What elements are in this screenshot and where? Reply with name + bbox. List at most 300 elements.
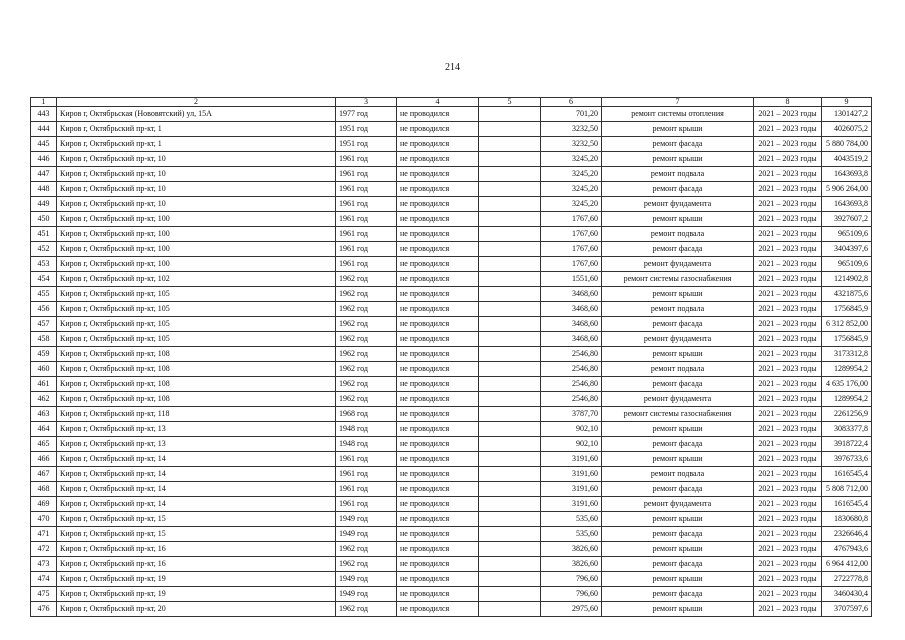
area-cell: 796,60 [541,572,602,587]
build-year-cell: 1962 год [336,302,397,317]
build-year-cell: 1961 год [336,497,397,512]
address-cell: Киров г, Октябрьский пр-кт, 13 [57,422,336,437]
address-cell: Киров г, Октябрьская (Нововятский) ул, 15А [57,107,336,122]
row-index: 444 [31,122,57,137]
overhaul-status-cell: не проводился [397,167,479,182]
work-type-cell: ремонт крыши [602,287,754,302]
table-row [31,512,872,527]
table-row [31,137,872,152]
col5-cell [479,452,541,467]
area-cell: 1767,60 [541,212,602,227]
area-cell: 3245,20 [541,167,602,182]
period-cell: 2021 – 2023 годы [754,482,822,497]
work-type-cell: ремонт подвала [602,167,754,182]
work-type-cell: ремонт крыши [602,542,754,557]
work-type-cell: ремонт крыши [602,122,754,137]
col5-cell [479,167,541,182]
row-index: 471 [31,527,57,542]
period-cell: 2021 – 2023 годы [754,197,822,212]
table-row [31,272,872,287]
overhaul-status-cell: не проводился [397,497,479,512]
row-index: 447 [31,167,57,182]
address-cell: Киров г, Октябрьский пр-кт, 10 [57,182,336,197]
work-type-cell: ремонт фасада [602,137,754,152]
row-index: 461 [31,377,57,392]
table-row [31,497,872,512]
overhaul-status-cell: не проводился [397,527,479,542]
period-cell: 2021 – 2023 годы [754,287,822,302]
work-type-cell: ремонт фасада [602,377,754,392]
work-type-cell: ремонт системы отопления [602,107,754,122]
work-type-cell: ремонт системы газоснабжения [602,407,754,422]
cost-cell: 4767943,6 [822,542,872,557]
area-cell: 902,10 [541,437,602,452]
cost-cell: 4321875,6 [822,287,872,302]
address-cell: Киров г, Октябрьский пр-кт, 19 [57,572,336,587]
table-row [31,257,872,272]
period-cell: 2021 – 2023 годы [754,212,822,227]
cost-cell: 4 635 176,00 [822,377,872,392]
build-year-cell: 1968 год [336,407,397,422]
work-type-cell: ремонт фасада [602,527,754,542]
work-type-cell: ремонт фундамента [602,497,754,512]
area-cell: 701,20 [541,107,602,122]
table-row [31,437,872,452]
cost-cell: 1643693,8 [822,167,872,182]
period-cell: 2021 – 2023 годы [754,527,822,542]
table-row [31,452,872,467]
cost-cell: 3404397,6 [822,242,872,257]
area-cell: 535,60 [541,512,602,527]
row-index: 467 [31,467,57,482]
table-body [31,107,872,617]
col5-cell [479,527,541,542]
area-cell: 3191,60 [541,467,602,482]
period-cell: 2021 – 2023 годы [754,347,822,362]
period-cell: 2021 – 2023 годы [754,152,822,167]
address-cell: Киров г, Октябрьский пр-кт, 100 [57,242,336,257]
area-cell: 3191,60 [541,452,602,467]
table-row [31,227,872,242]
address-cell: Киров г, Октябрьский пр-кт, 14 [57,497,336,512]
period-cell: 2021 – 2023 годы [754,572,822,587]
col5-cell [479,317,541,332]
address-cell: Киров г, Октябрьский пр-кт, 13 [57,437,336,452]
table-row [31,377,872,392]
cost-cell: 1616545,4 [822,497,872,512]
cost-cell: 3927607,2 [822,212,872,227]
work-type-cell: ремонт фасада [602,242,754,257]
table-row [31,572,872,587]
work-type-cell: ремонт крыши [602,572,754,587]
area-cell: 1767,60 [541,242,602,257]
work-type-cell: ремонт подвала [602,227,754,242]
period-cell: 2021 – 2023 годы [754,452,822,467]
col5-cell [479,512,541,527]
overhaul-status-cell: не проводился [397,572,479,587]
row-index: 465 [31,437,57,452]
work-type-cell: ремонт фундамента [602,197,754,212]
row-index: 452 [31,242,57,257]
table-row [31,122,872,137]
build-year-cell: 1951 год [336,137,397,152]
overhaul-status-cell: не проводился [397,542,479,557]
cost-cell: 1289954,2 [822,362,872,377]
overhaul-status-cell: не проводился [397,452,479,467]
area-cell: 2546,80 [541,347,602,362]
address-cell: Киров г, Октябрьский пр-кт, 16 [57,542,336,557]
overhaul-status-cell: не проводился [397,422,479,437]
overhaul-status-cell: не проводился [397,272,479,287]
overhaul-status-cell: не проводился [397,197,479,212]
work-type-cell: ремонт крыши [602,422,754,437]
period-cell: 2021 – 2023 годы [754,557,822,572]
area-cell: 535,60 [541,527,602,542]
table-row [31,332,872,347]
row-index: 466 [31,452,57,467]
col5-cell [479,587,541,602]
row-index: 454 [31,272,57,287]
area-cell: 2546,80 [541,377,602,392]
period-cell: 2021 – 2023 годы [754,542,822,557]
area-cell: 3468,60 [541,317,602,332]
area-cell: 3245,20 [541,197,602,212]
col5-cell [479,227,541,242]
overhaul-status-cell: не проводился [397,482,479,497]
address-cell: Киров г, Октябрьский пр-кт, 100 [57,212,336,227]
address-cell: Киров г, Октябрьский пр-кт, 15 [57,527,336,542]
overhaul-status-cell: не проводился [397,407,479,422]
overhaul-status-cell: не проводился [397,347,479,362]
work-type-cell: ремонт фасада [602,557,754,572]
column-number-row [31,98,872,107]
row-index: 460 [31,362,57,377]
address-cell: Киров г, Октябрьский пр-кт, 10 [57,197,336,212]
col5-cell [479,212,541,227]
address-cell: Киров г, Октябрьский пр-кт, 102 [57,272,336,287]
overhaul-status-cell: не проводился [397,107,479,122]
overhaul-status-cell: не проводился [397,302,479,317]
address-cell: Киров г, Октябрьский пр-кт, 14 [57,467,336,482]
capital-repair-table [30,97,872,617]
table-row [31,362,872,377]
period-cell: 2021 – 2023 годы [754,332,822,347]
area-cell: 3245,20 [541,152,602,167]
table-row [31,527,872,542]
work-type-cell: ремонт фундамента [602,332,754,347]
build-year-cell: 1949 год [336,512,397,527]
row-index: 457 [31,317,57,332]
build-year-cell: 1961 год [336,152,397,167]
area-cell: 3232,50 [541,122,602,137]
address-cell: Киров г, Октябрьский пр-кт, 108 [57,362,336,377]
build-year-cell: 1949 год [336,587,397,602]
period-cell: 2021 – 2023 годы [754,437,822,452]
work-type-cell: ремонт фасада [602,587,754,602]
col5-cell [479,467,541,482]
page-number: 214 [445,62,460,73]
table-row [31,317,872,332]
work-type-cell: ремонт крыши [602,602,754,617]
address-cell: Киров г, Октябрьский пр-кт, 14 [57,452,336,467]
cost-cell: 5 808 712,00 [822,482,872,497]
overhaul-status-cell: не проводился [397,332,479,347]
build-year-cell: 1962 год [336,347,397,362]
col5-cell [479,332,541,347]
period-cell: 2021 – 2023 годы [754,467,822,482]
col5-cell [479,377,541,392]
work-type-cell: ремонт фундамента [602,392,754,407]
period-cell: 2021 – 2023 годы [754,257,822,272]
period-cell: 2021 – 2023 годы [754,317,822,332]
period-cell: 2021 – 2023 годы [754,182,822,197]
period-cell: 2021 – 2023 годы [754,587,822,602]
address-cell: Киров г, Октябрьский пр-кт, 108 [57,392,336,407]
overhaul-status-cell: не проводился [397,392,479,407]
overhaul-status-cell: не проводился [397,257,479,272]
overhaul-status-cell: не проводился [397,437,479,452]
row-index: 472 [31,542,57,557]
work-type-cell: ремонт фундамента [602,257,754,272]
column-number-5: 5 [479,98,541,107]
period-cell: 2021 – 2023 годы [754,272,822,287]
work-type-cell: ремонт крыши [602,512,754,527]
cost-cell: 6 312 852,00 [822,317,872,332]
overhaul-status-cell: не проводился [397,287,479,302]
address-cell: Киров г, Октябрьский пр-кт, 1 [57,122,336,137]
row-index: 463 [31,407,57,422]
col5-cell [479,347,541,362]
work-type-cell: ремонт крыши [602,212,754,227]
period-cell: 2021 – 2023 годы [754,497,822,512]
col5-cell [479,362,541,377]
column-number-6: 6 [541,98,602,107]
col5-cell [479,287,541,302]
overhaul-status-cell: не проводился [397,227,479,242]
build-year-cell: 1962 год [336,272,397,287]
row-index: 453 [31,257,57,272]
row-index: 450 [31,212,57,227]
col5-cell [479,572,541,587]
overhaul-status-cell: не проводился [397,152,479,167]
cost-cell: 1289954,2 [822,392,872,407]
build-year-cell: 1961 год [336,482,397,497]
address-cell: Киров г, Октябрьский пр-кт, 108 [57,377,336,392]
address-cell: Киров г, Октябрьский пр-кт, 14 [57,482,336,497]
area-cell: 3191,60 [541,482,602,497]
col5-cell [479,137,541,152]
work-type-cell: ремонт фасада [602,317,754,332]
cost-cell: 965109,6 [822,257,872,272]
area-cell: 1767,60 [541,227,602,242]
cost-cell: 2326646,4 [822,527,872,542]
row-index: 443 [31,107,57,122]
overhaul-status-cell: не проводился [397,212,479,227]
col5-cell [479,602,541,617]
area-cell: 3232,50 [541,137,602,152]
period-cell: 2021 – 2023 годы [754,602,822,617]
build-year-cell: 1977 год [336,107,397,122]
build-year-cell: 1948 год [336,422,397,437]
area-cell: 3826,60 [541,542,602,557]
table-row [31,407,872,422]
build-year-cell: 1961 год [336,242,397,257]
build-year-cell: 1962 год [336,542,397,557]
area-cell: 796,60 [541,587,602,602]
table-row [31,302,872,317]
row-index: 462 [31,392,57,407]
build-year-cell: 1962 год [336,317,397,332]
cost-cell: 2722778,8 [822,572,872,587]
period-cell: 2021 – 2023 годы [754,422,822,437]
work-type-cell: ремонт фасада [602,182,754,197]
overhaul-status-cell: не проводился [397,587,479,602]
col5-cell [479,422,541,437]
col5-cell [479,152,541,167]
col5-cell [479,407,541,422]
work-type-cell: ремонт крыши [602,152,754,167]
col5-cell [479,497,541,512]
area-cell: 3245,20 [541,182,602,197]
column-number-8: 8 [754,98,822,107]
area-cell: 3468,60 [541,287,602,302]
row-index: 458 [31,332,57,347]
area-cell: 3468,60 [541,332,602,347]
cost-cell: 3083377,8 [822,422,872,437]
cost-cell: 4043519,2 [822,152,872,167]
cost-cell: 3918722,4 [822,437,872,452]
cost-cell: 3976733,6 [822,452,872,467]
period-cell: 2021 – 2023 годы [754,122,822,137]
build-year-cell: 1961 год [336,452,397,467]
cost-cell: 1756845,9 [822,302,872,317]
table-row [31,182,872,197]
overhaul-status-cell: не проводился [397,512,479,527]
build-year-cell: 1962 год [336,392,397,407]
address-cell: Киров г, Октябрьский пр-кт, 105 [57,302,336,317]
cost-cell: 5 906 264,00 [822,182,872,197]
row-index: 470 [31,512,57,527]
row-index: 448 [31,182,57,197]
cost-cell: 1830680,8 [822,512,872,527]
address-cell: Киров г, Октябрьский пр-кт, 105 [57,332,336,347]
row-index: 474 [31,572,57,587]
area-cell: 1767,60 [541,257,602,272]
area-cell: 3826,60 [541,557,602,572]
column-number-3: 3 [336,98,397,107]
cost-cell: 1643693,8 [822,197,872,212]
table-row [31,107,872,122]
cost-cell: 1756845,9 [822,332,872,347]
work-type-cell: ремонт фасада [602,437,754,452]
row-index: 456 [31,302,57,317]
address-cell: Киров г, Октябрьский пр-кт, 100 [57,227,336,242]
overhaul-status-cell: не проводился [397,602,479,617]
address-cell: Киров г, Октябрьский пр-кт, 100 [57,257,336,272]
overhaul-status-cell: не проводился [397,467,479,482]
table-row [31,287,872,302]
table-row [31,542,872,557]
build-year-cell: 1961 год [336,182,397,197]
row-index: 449 [31,197,57,212]
cost-cell: 1214902,8 [822,272,872,287]
cost-cell: 2261256,9 [822,407,872,422]
column-number-4: 4 [397,98,479,107]
area-cell: 3191,60 [541,497,602,512]
row-index: 468 [31,482,57,497]
table-row [31,392,872,407]
work-type-cell: ремонт подвала [602,302,754,317]
col5-cell [479,122,541,137]
column-number-9: 9 [822,98,872,107]
address-cell: Киров г, Октябрьский пр-кт, 19 [57,587,336,602]
address-cell: Киров г, Октябрьский пр-кт, 1 [57,137,336,152]
build-year-cell: 1962 год [336,557,397,572]
area-cell: 2546,80 [541,392,602,407]
period-cell: 2021 – 2023 годы [754,407,822,422]
row-index: 451 [31,227,57,242]
row-index: 476 [31,602,57,617]
cost-cell: 1616545,4 [822,467,872,482]
overhaul-status-cell: не проводился [397,182,479,197]
address-cell: Киров г, Октябрьский пр-кт, 118 [57,407,336,422]
col5-cell [479,272,541,287]
period-cell: 2021 – 2023 годы [754,107,822,122]
row-index: 446 [31,152,57,167]
period-cell: 2021 – 2023 годы [754,377,822,392]
work-type-cell: ремонт подвала [602,362,754,377]
col5-cell [479,257,541,272]
col5-cell [479,392,541,407]
build-year-cell: 1962 год [336,602,397,617]
cost-cell: 1301427,2 [822,107,872,122]
area-cell: 3787,70 [541,407,602,422]
period-cell: 2021 – 2023 годы [754,512,822,527]
build-year-cell: 1961 год [336,197,397,212]
col5-cell [479,182,541,197]
col5-cell [479,197,541,212]
area-cell: 3468,60 [541,302,602,317]
build-year-cell: 1962 год [336,377,397,392]
table-row [31,347,872,362]
build-year-cell: 1961 год [336,467,397,482]
build-year-cell: 1962 год [336,332,397,347]
col5-cell [479,242,541,257]
row-index: 469 [31,497,57,512]
cost-cell: 4026075,2 [822,122,872,137]
row-index: 459 [31,347,57,362]
table-row [31,587,872,602]
cost-cell: 3707597,6 [822,602,872,617]
address-cell: Киров г, Октябрьский пр-кт, 10 [57,167,336,182]
period-cell: 2021 – 2023 годы [754,242,822,257]
row-index: 473 [31,557,57,572]
overhaul-status-cell: не проводился [397,242,479,257]
overhaul-status-cell: не проводился [397,362,479,377]
row-index: 464 [31,422,57,437]
period-cell: 2021 – 2023 годы [754,392,822,407]
build-year-cell: 1961 год [336,227,397,242]
address-cell: Киров г, Октябрьский пр-кт, 105 [57,317,336,332]
area-cell: 902,10 [541,422,602,437]
build-year-cell: 1948 год [336,437,397,452]
area-cell: 1551,60 [541,272,602,287]
period-cell: 2021 – 2023 годы [754,137,822,152]
cost-cell: 3460430,4 [822,587,872,602]
work-type-cell: ремонт крыши [602,347,754,362]
col5-cell [479,542,541,557]
work-type-cell: ремонт крыши [602,452,754,467]
